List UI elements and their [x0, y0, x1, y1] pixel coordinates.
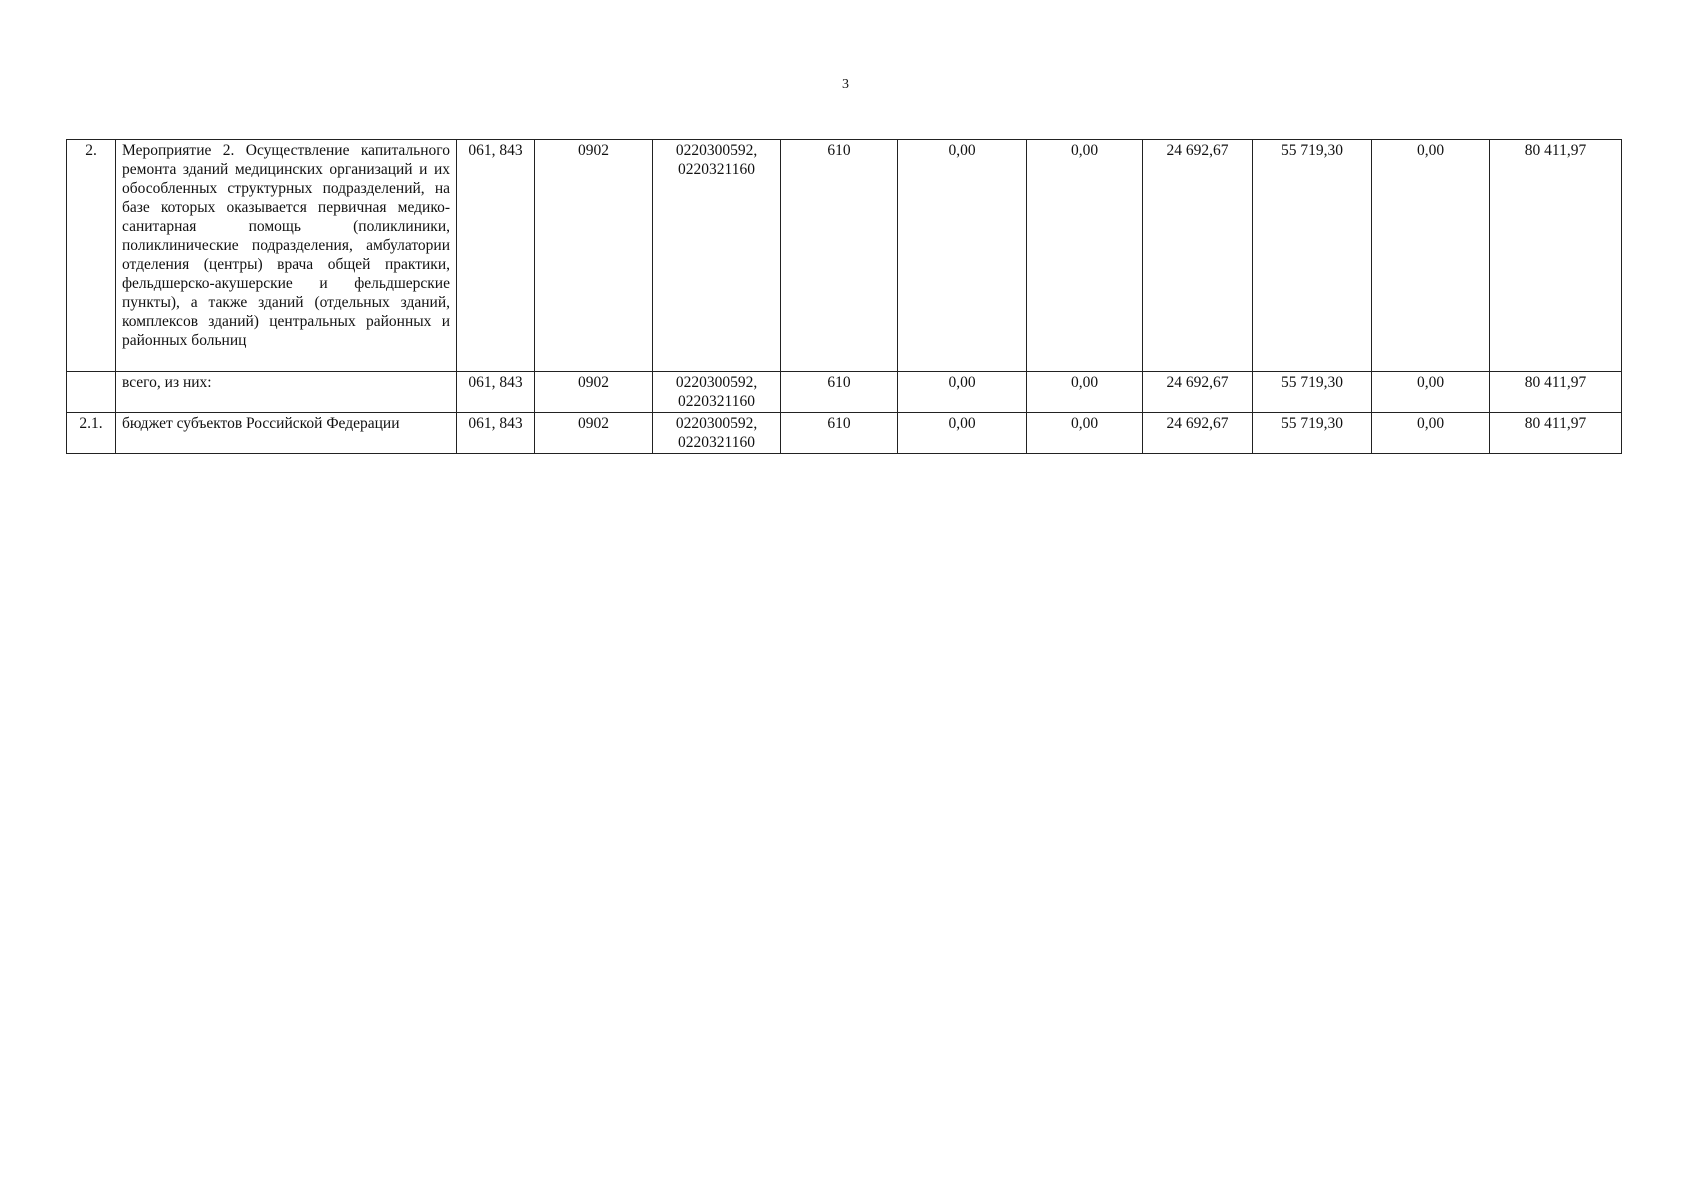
value-cell: 0,00	[1027, 372, 1143, 413]
value-cell: 55 719,30	[1253, 372, 1372, 413]
value-cell: 55 719,30	[1253, 140, 1372, 372]
total-cell: 80 411,97	[1490, 413, 1622, 454]
section-code: 0902	[535, 413, 653, 454]
row-description: Мероприятие 2. Осуществление капитального ремонта зданий медицинских организаций и их обособленных структурных подразделений, на базе которых оказывается первичная медико-санитарная помощь (поликлиники, поликлинические подразделения, амбулатории отделения (центры) врача общей практики, фельдшерско-акушерские и фельдшерские пункты), а также зданий (отдельных зданий, комплексов зданий) центральных районных и районных больниц	[116, 140, 457, 372]
table-row	[67, 372, 1622, 413]
value-cell: 0,00	[898, 372, 1027, 413]
value-cell: 0,00	[1027, 140, 1143, 372]
target-article-code: 0220300592, 0220321160	[653, 140, 781, 372]
expense-type-code: 610	[781, 413, 898, 454]
target-article-code: 0220300592, 0220321160	[653, 413, 781, 454]
value-cell: 0,00	[1372, 140, 1490, 372]
target-article-code: 0220300592, 0220321160	[653, 372, 781, 413]
budget-table	[66, 139, 1622, 454]
row-description: всего, из них:	[116, 372, 457, 413]
value-cell: 0,00	[898, 140, 1027, 372]
row-number: 2.1.	[67, 413, 116, 454]
total-cell: 80 411,97	[1490, 372, 1622, 413]
grbs-code: 061, 843	[457, 372, 535, 413]
value-cell: 24 692,67	[1143, 140, 1253, 372]
value-cell: 55 719,30	[1253, 413, 1372, 454]
section-code: 0902	[535, 140, 653, 372]
value-cell: 0,00	[1372, 372, 1490, 413]
table-row	[67, 413, 1622, 454]
value-cell: 0,00	[898, 413, 1027, 454]
page-number: 3	[842, 77, 849, 92]
row-number: 2.	[67, 140, 116, 372]
table-row	[67, 140, 1622, 372]
section-code: 0902	[535, 372, 653, 413]
grbs-code: 061, 843	[457, 413, 535, 454]
row-number	[67, 372, 116, 413]
value-cell: 0,00	[1372, 413, 1490, 454]
value-cell: 0,00	[1027, 413, 1143, 454]
grbs-code: 061, 843	[457, 140, 535, 372]
row-description: бюджет субъектов Российской Федерации	[116, 413, 457, 454]
total-cell: 80 411,97	[1490, 140, 1622, 372]
expense-type-code: 610	[781, 372, 898, 413]
value-cell: 24 692,67	[1143, 372, 1253, 413]
expense-type-code: 610	[781, 140, 898, 372]
value-cell: 24 692,67	[1143, 413, 1253, 454]
